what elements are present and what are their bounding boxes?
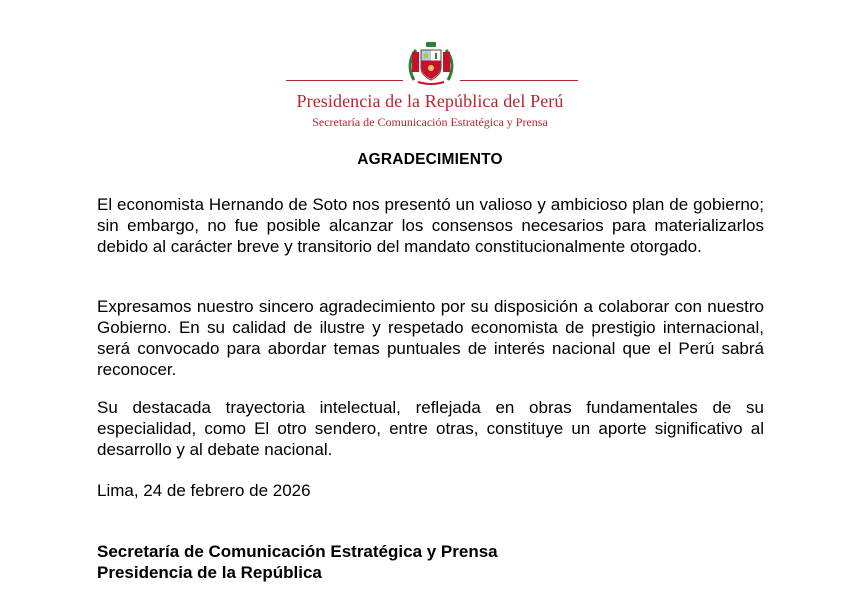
paragraph-3: Su destacada trayectoria intelectual, reflejada en obras fundamentales de su especialidad, como El otro sendero, entre otras, constituye un aporte significativo al desarrollo y al debate nacional. <box>97 398 764 459</box>
paragraph-1: El economista Hernando de Soto nos presentó un valioso y ambicioso plan de gobierno; sin embargo, no fue posible alcanzar los consensos necesarios para materializarlos debido al carácter breve y transitorio del mandato constitucionalmente otorgado. <box>97 195 764 256</box>
dateline: Lima, 24 de febrero de 2026 <box>97 481 311 500</box>
letterhead-right-rule <box>460 80 578 81</box>
letterhead-left-rule <box>286 80 403 81</box>
peru-coat-of-arms-icon <box>404 40 458 88</box>
document-title: AGRADECIMIENTO <box>357 151 503 168</box>
letterhead <box>0 38 860 138</box>
signature-presidency: Presidencia de la República <box>97 563 322 582</box>
signature-office: Secretaría de Comunicación Estratégica y Prensa <box>97 542 498 561</box>
letterhead-subtitle: Secretaría de Comunicación Estratégica y Prensa <box>312 115 548 129</box>
letterhead-title: Presidencia de la República del Perú <box>296 91 564 111</box>
paragraph-2: Expresamos nuestro sincero agradecimiento por su disposición a colaborar con nuestro Gobierno. En su calidad de ilustre y respetado economista de prestigio internacional, será convocado para abordar temas puntuales de interés nacional que el Perú sabrá reconocer. <box>97 297 764 379</box>
